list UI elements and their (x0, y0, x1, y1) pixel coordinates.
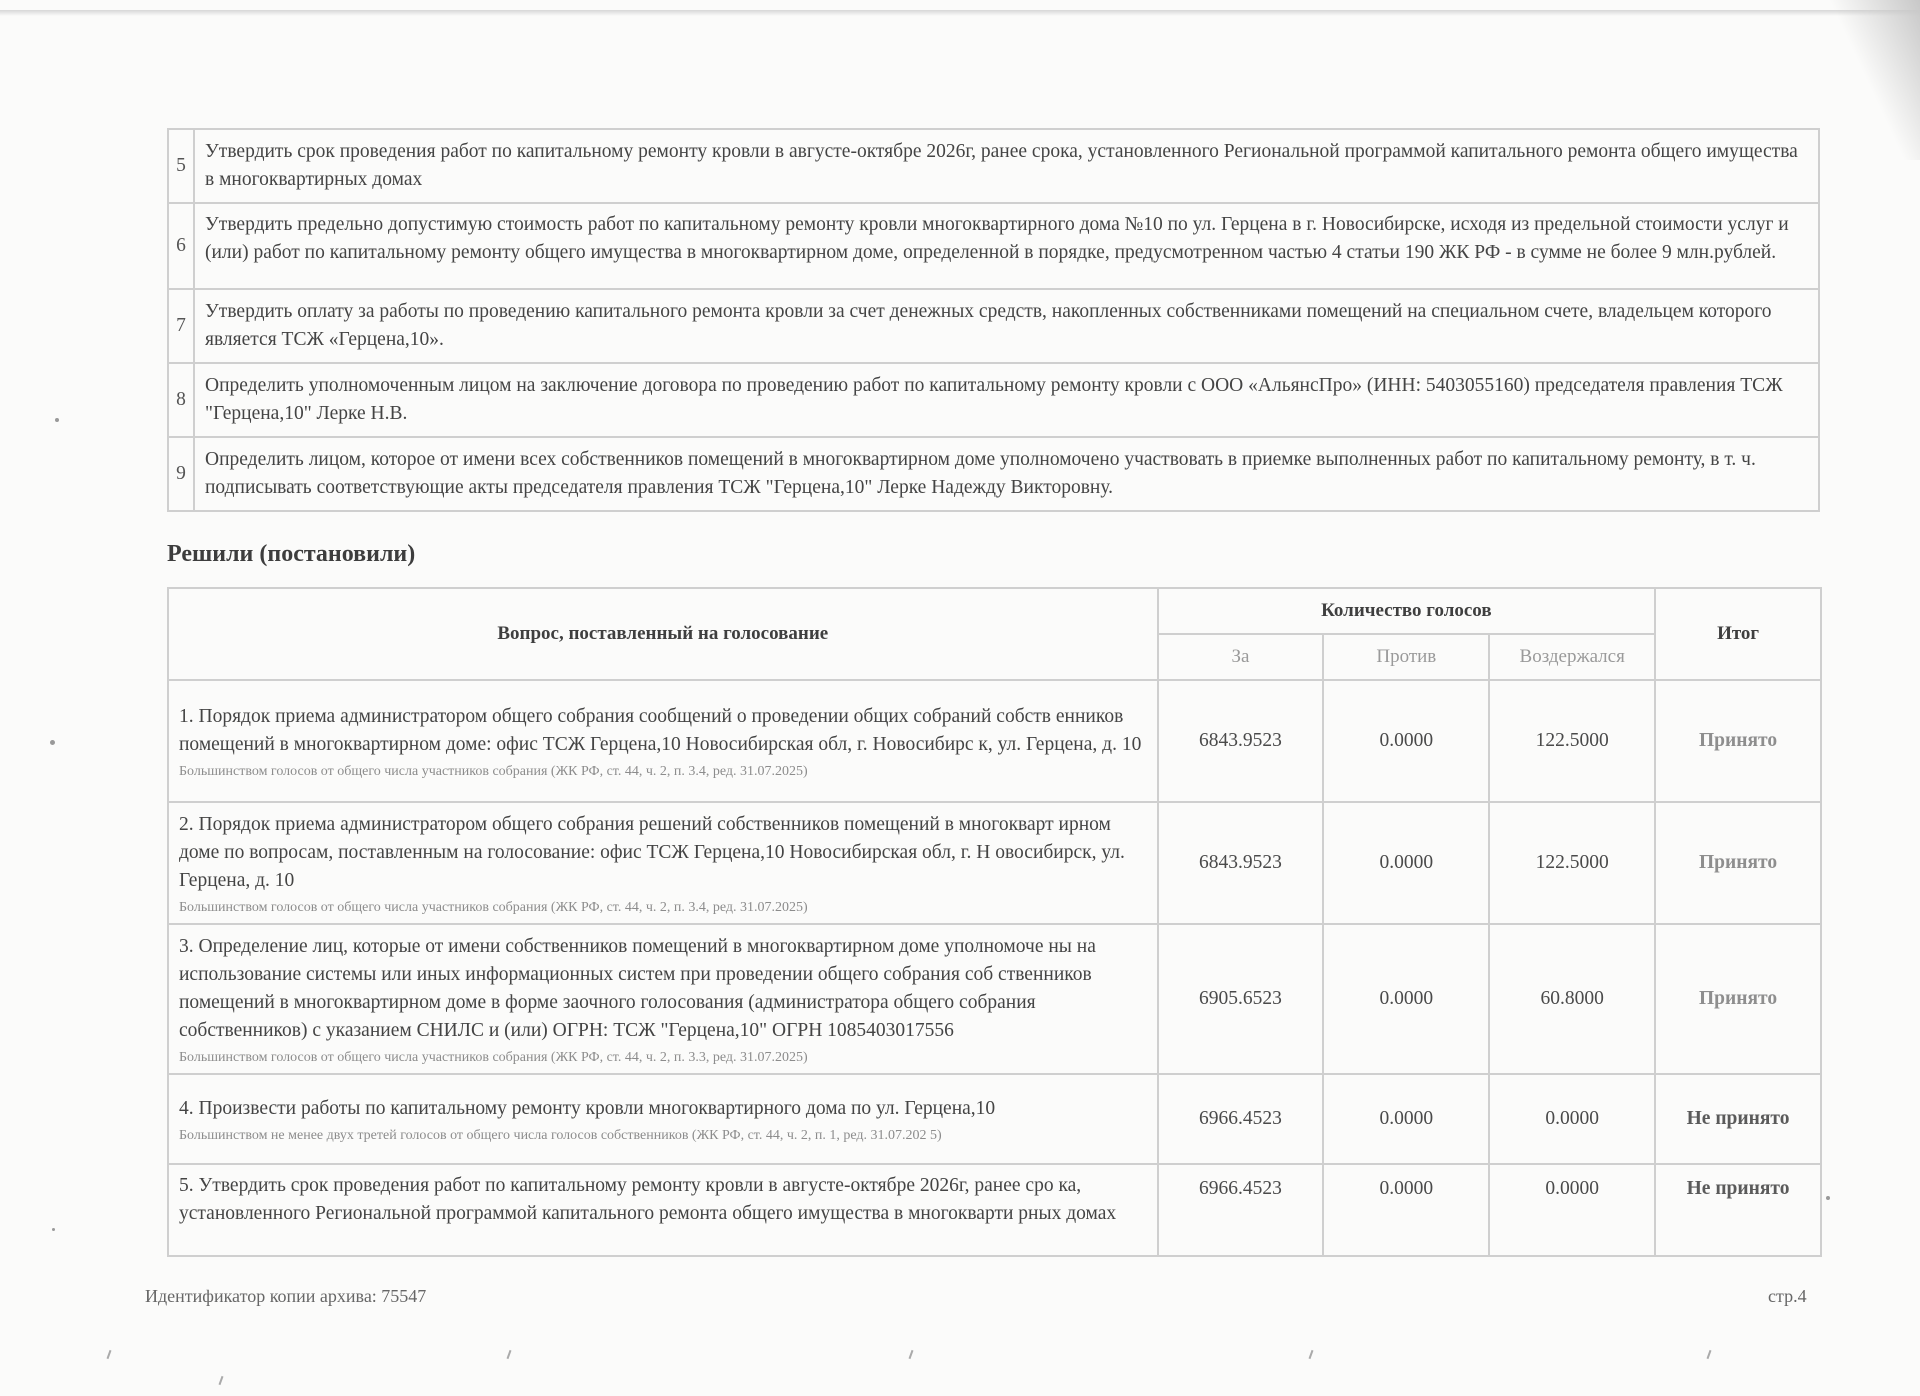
scan-speck (50, 740, 55, 745)
scan-mark (219, 1376, 224, 1385)
question-text: 4. Произвести работы по капитальному ремонту кровли многоквартирного дома по ул. Герцена,10 (179, 1097, 996, 1119)
agenda-text: Утвердить срок проведения работ по капитальному ремонту кровли в августе-октябре 2026г, ранее срока, установленного Региональной программой капитального ремонта общего имущества в многоквартирных домах (194, 129, 1819, 203)
agenda-cell (194, 203, 1819, 289)
agenda-row (168, 203, 1819, 289)
votes-against: 0.0000 (1323, 924, 1489, 1074)
scan-mark (1309, 1350, 1314, 1359)
page-number: стр.4 (1768, 1286, 1807, 1306)
scan-mark (909, 1350, 914, 1359)
result-status: Не принято (1655, 1074, 1821, 1164)
scan-mark (107, 1350, 112, 1359)
question-text: 3. Определение лиц, которые от имени собственников помещений в многоквартирном доме уполномоче ны на использование системы или иных информационных систем при проведении общего собрания соб ственников помещений в многоквартирном доме в форме заочного голосования (администратора общего собрания собственников) с указанием СНИЛС и (или) ОГРН: ТСЖ "Герцена,10" ОГРН 1085403017556 (179, 935, 1096, 1041)
result-row (168, 680, 1821, 802)
scan-corner-shadow (1830, 0, 1920, 160)
header-result: Итог (1655, 588, 1821, 680)
header-question: Вопрос, поставленный на голосование (168, 588, 1158, 680)
votes-abstain: 60.8000 (1489, 924, 1655, 1074)
votes-for: 6966.4523 (1158, 1164, 1324, 1256)
votes-abstain: 0.0000 (1489, 1164, 1655, 1256)
result-status: Принято (1655, 802, 1821, 924)
question-basis: Большинством голосов от общего числа участников собрания (ЖК РФ, ст. 44, ч. 2, п. 3.3, ред. 31.07.2025) (179, 1049, 808, 1065)
question-cell (168, 802, 1158, 924)
question-basis: Большинством не менее двух третей голосов от общего числа голосов собственников (ЖК РФ, ст. 44, ч. 2, п. 1, ред. 31.07.202 5) (179, 1127, 942, 1143)
votes-for: 6905.6523 (1158, 924, 1324, 1074)
result-row (168, 1164, 1821, 1256)
result-status: Не принято (1655, 1164, 1821, 1256)
question-cell (168, 1164, 1158, 1256)
scan-speck (52, 1228, 55, 1231)
agenda-number: 7 (168, 289, 194, 363)
question-cell (168, 924, 1158, 1074)
agenda-number: 8 (168, 363, 194, 437)
scan-edge-shadow (0, 10, 1920, 16)
question-cell (168, 1074, 1158, 1164)
result-status: Принято (1655, 924, 1821, 1074)
result-row (168, 802, 1821, 924)
votes-against: 0.0000 (1323, 680, 1489, 802)
agenda-text: Утвердить предельно допустимую стоимость работ по капитальному ремонту кровли многоквартирного дома №10 по ул. Герцена в г. Новосибирске, исходя из предельной стоимости услуг и (или) работ по капитальному ремонту общего имущества в многоквартирном доме, определенной в порядке, предусмотренном частью 4 статьи 190 ЖК РФ - в сумме не более 9 млн.рублей. (205, 214, 1789, 263)
question-text: 1. Порядок приема администратором общего собрания сообщений о проведении общих собраний собств енников помещений в многоквартирном доме: офис ТСЖ Герцена,10 Новосибирская обл, г. Новосибирс к, ул. Герцена, д. 10 (179, 705, 1142, 755)
agenda-row (168, 437, 1819, 511)
scan-mark (507, 1350, 512, 1359)
results-table (167, 587, 1822, 1257)
question-basis: Большинством голосов от общего числа участников собрания (ЖК РФ, ст. 44, ч. 2, п. 3.4, ред. 31.07.2025) (179, 899, 808, 915)
question-text: 2. Порядок приема администратором общего собрания решений собственников помещений в многокварт ирном доме по вопросам, поставленным на голосование: офис ТСЖ Герцена,10 Новосибирская обл, г. Н овосибирск, ул. Герцена, д. 10 (179, 813, 1125, 891)
votes-abstain: 122.5000 (1489, 680, 1655, 802)
votes-for: 6843.9523 (1158, 802, 1324, 924)
votes-abstain: 0.0000 (1489, 1074, 1655, 1164)
scan-speck (55, 418, 59, 422)
section-title: Решили (постановили) (167, 541, 416, 567)
result-row (168, 1074, 1821, 1164)
question-cell (168, 680, 1158, 802)
header-abstain: Воздержался (1489, 634, 1655, 680)
question-basis: Большинством голосов от общего числа участников собрания (ЖК РФ, ст. 44, ч. 2, п. 3.4, ред. 31.07.2025) (179, 763, 808, 779)
header-votes: Количество голосов (1158, 588, 1656, 634)
agenda-text: Определить уполномоченным лицом на заключение договора по проведению работ по капитальному ремонту кровли с ООО «АльянсПро» (ИНН: 5403055160) председателя правления ТСЖ "Герцена,10" Лерке Н.В. (194, 363, 1819, 437)
agenda-number: 5 (168, 129, 194, 203)
votes-for: 6843.9523 (1158, 680, 1324, 802)
votes-against: 0.0000 (1323, 1074, 1489, 1164)
agenda-row (168, 363, 1819, 437)
result-row (168, 924, 1821, 1074)
agenda-text: Определить лицом, которое от имени всех собственников помещений в многоквартирном доме уполномочено участвовать в приемке выполненных работ по капитальному ремонту, в т. ч. подписывать соответствующие акты председателя правления ТСЖ "Герцена,10" Лерке Надежду Викторовну. (194, 437, 1819, 511)
agenda-row (168, 289, 1819, 363)
agenda-number: 9 (168, 437, 194, 511)
results-header-row (168, 588, 1821, 634)
agenda-text: Утвердить оплату за работы по проведению капитального ремонта кровли за счет денежных средств, накопленных собственниками помещений на специальном счете, владельцем которого является ТСЖ «Герцена,10». (194, 289, 1819, 363)
votes-for: 6966.4523 (1158, 1074, 1324, 1164)
scan-speck (1826, 1196, 1830, 1200)
agenda-number: 6 (168, 203, 194, 289)
scan-mark (1707, 1350, 1712, 1359)
votes-against: 0.0000 (1323, 1164, 1489, 1256)
archive-id: Идентификатор копии архива: 75547 (145, 1286, 427, 1306)
votes-abstain: 122.5000 (1489, 802, 1655, 924)
agenda-table (167, 128, 1820, 512)
agenda-row (168, 129, 1819, 203)
result-status: Принято (1655, 680, 1821, 802)
header-against: Против (1323, 634, 1489, 680)
header-for: За (1158, 634, 1324, 680)
question-text: 5. Утвердить срок проведения работ по капитальному ремонту кровли в августе-октябре 2026г, ранее сро ка, установленного Региональной программой капитального ремонта общего имущества в многокварти рных домах (179, 1175, 1117, 1224)
votes-against: 0.0000 (1323, 802, 1489, 924)
